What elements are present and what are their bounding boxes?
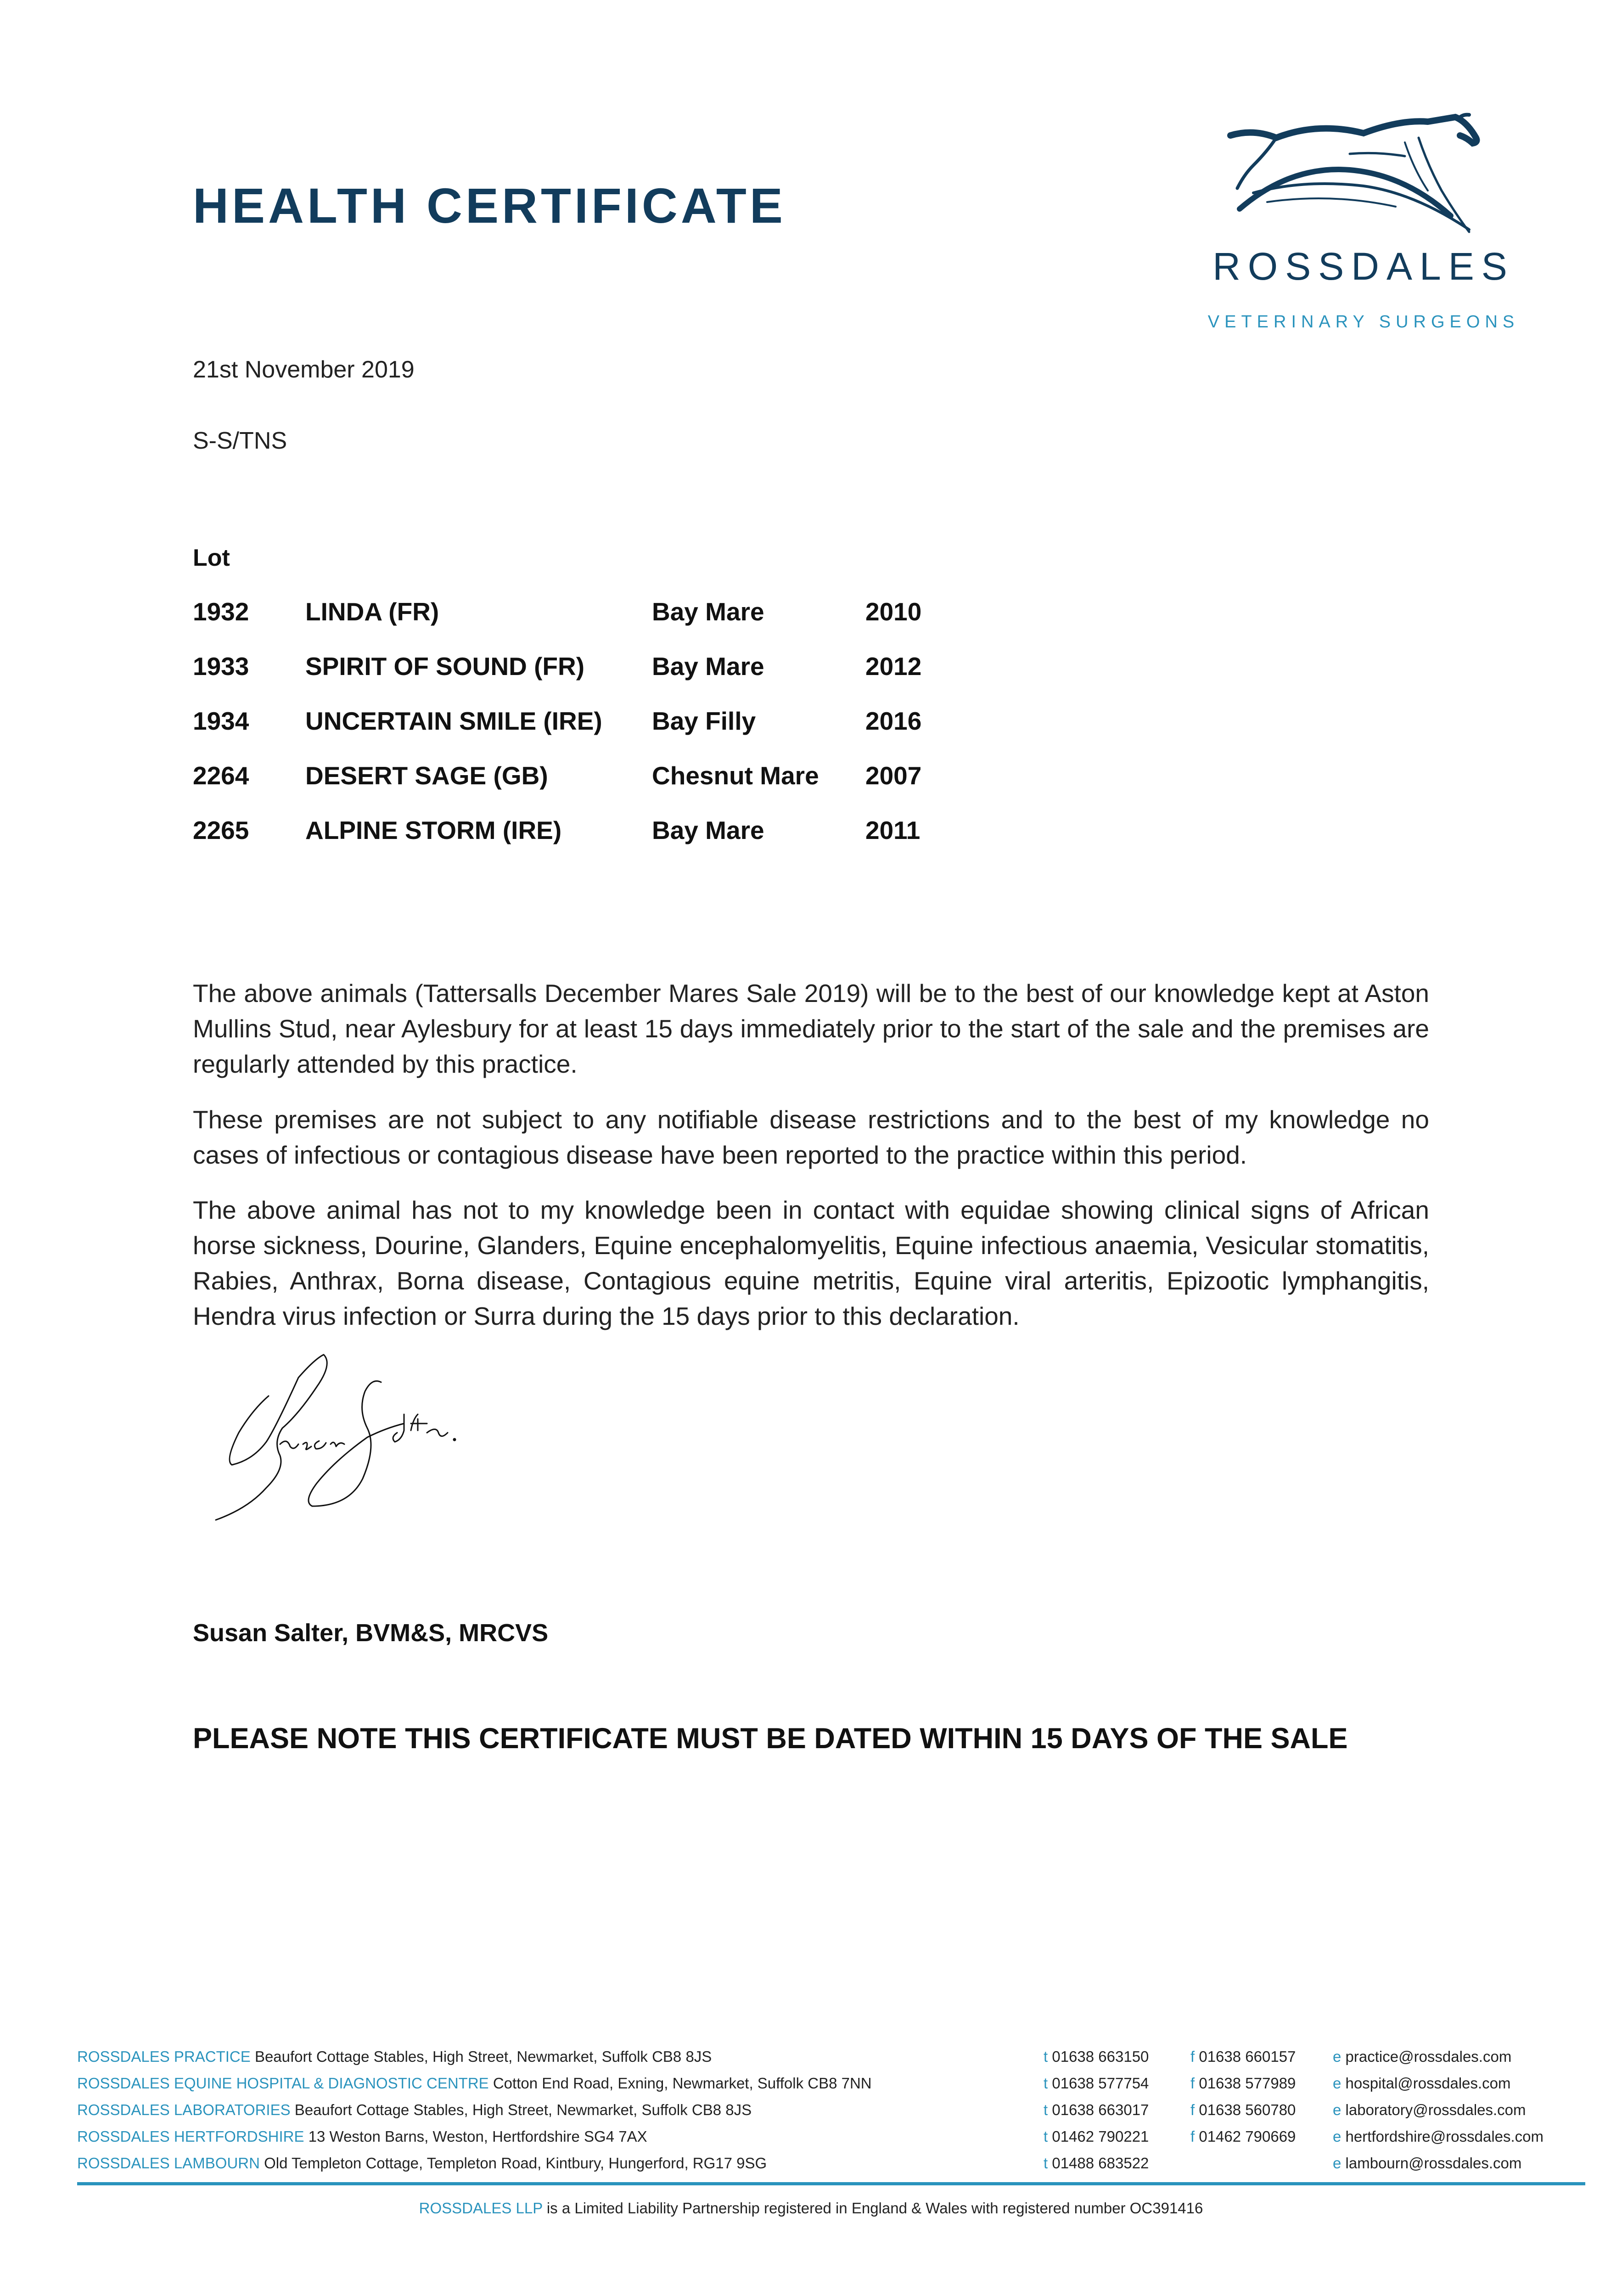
horse-name: LINDA (FR) xyxy=(305,597,439,626)
tel-label: t xyxy=(1044,2128,1048,2145)
fax-label: f xyxy=(1190,2128,1195,2145)
footer-contact-row xyxy=(77,2128,1592,2155)
horse-description: Chesnut Mare xyxy=(652,761,819,790)
lot-row xyxy=(193,816,1019,852)
footer-fax: 01638 560780 xyxy=(1199,2101,1296,2118)
certificate-date: 21st November 2019 xyxy=(193,356,415,383)
email-label: e xyxy=(1333,2128,1341,2145)
footer-fax: 01462 790669 xyxy=(1199,2128,1296,2145)
footer-practice-name: ROSSDALES PRACTICE xyxy=(77,2048,251,2065)
footer-practice-name: ROSSDALES HERTFORDSHIRE xyxy=(77,2128,304,2145)
horse-name: UNCERTAIN SMILE (IRE) xyxy=(305,707,602,735)
lot-row xyxy=(193,652,1019,688)
horse-description: Bay Mare xyxy=(652,597,764,626)
horse-description: Bay Mare xyxy=(652,652,764,681)
declaration-paragraph-2: These premises are not subject to any notifiable disease restrictions and to the best of my knowledge no cases of infectious or contagious disease have been reported to the practice within this period. xyxy=(193,1105,1429,1169)
horse-year: 2011 xyxy=(865,816,920,844)
lot-number: 2264 xyxy=(193,761,249,790)
logo-name: ROSSDALES xyxy=(1212,245,1515,288)
footer-address: Beaufort Cottage Stables, High Street, Newmarket, Suffolk CB8 8JS xyxy=(294,2101,752,2118)
footer-practice-name: ROSSDALES EQUINE HOSPITAL & DIAGNOSTIC CENTRE xyxy=(77,2075,489,2092)
email-label: e xyxy=(1333,2048,1341,2065)
declaration-paragraph-1: The above animals (Tattersalls December Mares Sale 2019) will be to the best of our knowledge kept at Aston Mullins Stud, near Aylesbury for at least 15 days immediately prior to the start of the sale and the premises are regularly attended by this practice. xyxy=(193,979,1429,1078)
horse-name: SPIRIT OF SOUND (FR) xyxy=(305,652,585,681)
footer-tel: 01638 663017 xyxy=(1052,2101,1149,2118)
horse-logo-icon xyxy=(1212,110,1515,239)
horse-year: 2010 xyxy=(865,597,922,626)
footer-address: Beaufort Cottage Stables, High Street, Newmarket, Suffolk CB8 8JS xyxy=(254,2048,712,2065)
footer-tel: 01488 683522 xyxy=(1052,2155,1149,2172)
horse-name: DESERT SAGE (GB) xyxy=(305,761,548,790)
footer-email: practice@rossdales.com xyxy=(1345,2048,1512,2065)
lot-number: 1934 xyxy=(193,707,249,735)
horse-description: Bay Mare xyxy=(652,816,764,844)
footer-practice-name: ROSSDALES LAMBOURN xyxy=(77,2155,260,2172)
tel-label: t xyxy=(1044,2155,1048,2172)
tel-label: t xyxy=(1044,2101,1048,2118)
email-label: e xyxy=(1333,2155,1341,2172)
fax-label: f xyxy=(1190,2075,1195,2092)
legal-notice xyxy=(0,2200,1622,2217)
horse-year: 2007 xyxy=(865,761,922,790)
lot-number: 1933 xyxy=(193,652,249,681)
horse-year: 2016 xyxy=(865,707,922,735)
tel-label: t xyxy=(1044,2048,1048,2065)
horse-year: 2012 xyxy=(865,652,922,681)
document-title: HEALTH CERTIFICATE xyxy=(193,178,786,233)
lot-row xyxy=(193,761,1019,798)
email-label: e xyxy=(1333,2101,1341,2118)
footer-fax: 01638 577989 xyxy=(1199,2075,1296,2092)
footer-practice-name: ROSSDALES LABORATORIES xyxy=(77,2101,291,2118)
important-notice: PLEASE NOTE THIS CERTIFICATE MUST BE DATED WITHIN 15 DAYS OF THE SALE xyxy=(193,1722,1348,1755)
lot-number: 1932 xyxy=(193,597,249,626)
lot-heading: Lot xyxy=(193,545,230,571)
footer-email: hospital@rossdales.com xyxy=(1345,2075,1511,2092)
footer-address: 13 Weston Barns, Weston, Hertfordshire SG4 7AX xyxy=(308,2128,647,2145)
legal-text: is a Limited Liability Partnership registered in England & Wales with registered number OC391416 xyxy=(546,2200,1203,2217)
lot-row xyxy=(193,706,1019,743)
signer-name: Susan Salter, BVM&S, MRCVS xyxy=(193,1619,549,1647)
footer-contact-row xyxy=(77,2048,1592,2075)
legal-company-name: ROSSDALES LLP xyxy=(419,2200,543,2217)
logo-subtitle: VETERINARY SURGEONS xyxy=(1207,312,1520,332)
footer-tel: 01462 790221 xyxy=(1052,2128,1149,2145)
email-label: e xyxy=(1333,2075,1341,2092)
tel-label: t xyxy=(1044,2075,1048,2092)
fax-label: f xyxy=(1190,2048,1195,2065)
lot-number: 2265 xyxy=(193,816,249,844)
footer-contact-row xyxy=(77,2155,1592,2181)
footer-contact-row xyxy=(77,2075,1592,2101)
footer-email: lambourn@rossdales.com xyxy=(1345,2155,1522,2172)
reference-code: S-S/TNS xyxy=(193,428,287,454)
footer-email: hertfordshire@rossdales.com xyxy=(1345,2128,1544,2145)
footer-fax: 01638 660157 xyxy=(1199,2048,1296,2065)
horse-description: Bay Filly xyxy=(652,707,756,735)
declaration-paragraph-3: The above animal has not to my knowledge been in contact with equidae showing clinical signs of African horse sickness, Dourine, Glanders, Equine encephalomyelitis, Equine infectious anaemia, Vesicular stomatitis, Rabies, Anthrax, Borna disease, Contagious equine metritis, Equine viral arteritis, Epizootic lymphangitis, Hendra virus infection or Surra during the 15 days prior to this declaration. xyxy=(193,1196,1429,1330)
footer-address: Cotton End Road, Exning, Newmarket, Suffolk CB8 7NN xyxy=(493,2075,872,2092)
lot-row xyxy=(193,597,1019,634)
fax-label: f xyxy=(1190,2101,1195,2118)
footer-email: laboratory@rossdales.com xyxy=(1345,2101,1526,2118)
footer-tel: 01638 577754 xyxy=(1052,2075,1149,2092)
footer-contact-row xyxy=(77,2101,1592,2128)
footer-tel: 01638 663150 xyxy=(1052,2048,1149,2065)
footer-address: Old Templeton Cottage, Templeton Road, Kintbury, Hungerford, RG17 9SG xyxy=(264,2155,767,2172)
footer-divider xyxy=(77,2182,1585,2185)
handwritten-signature xyxy=(188,1350,519,1534)
horse-name: ALPINE STORM (IRE) xyxy=(305,816,562,844)
